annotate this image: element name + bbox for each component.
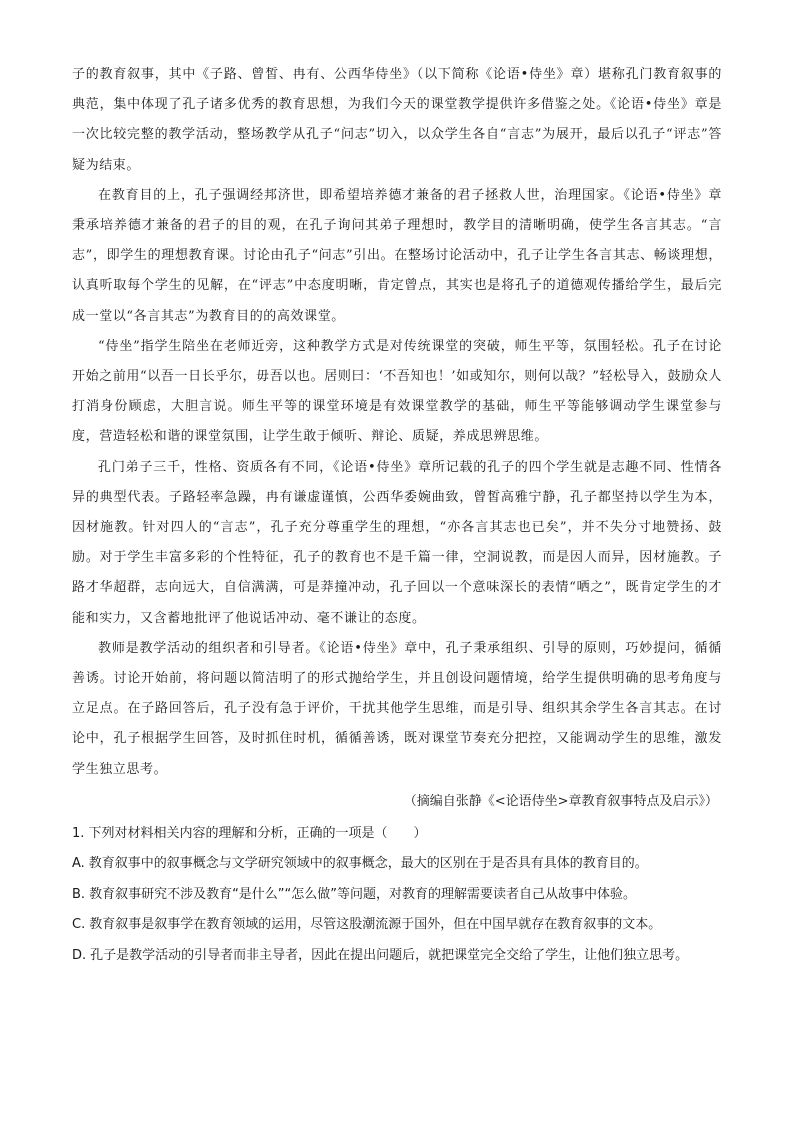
option-a-key: A. (72, 856, 85, 872)
passage-paragraph-5: 教师是教学活动的组织者和引导者。《论语•侍坐》章中，孔子秉承组织、引导的原则，巧妙提问，循循善诱。讨论开始前，将问题以简洁明了的形式抛给学生，并且创设问题情境，给学生提供明确的思考角度与立足点。在子路回答后，孔子没有急于评价，干扰其他学生思维，而是引导、组织其余学生各言其志。在讨论中，孔子根据学生回答，及时抓住时机，循循善诱，既对课堂节奏充分把控，又能调动学生的思维，激发学生独立思考。 (72, 640, 722, 777)
option-d-key: D. (72, 947, 87, 963)
source-citation: （摘编自张静《<论语侍坐>章教育叙事特点及启示》） (403, 793, 718, 809)
question-stem: 1. 下列对材料相关内容的理解和分析，正确的一项是（ ） (72, 825, 427, 841)
passage-paragraph-1: 子的教育叙事，其中《子路、曾皙、冉有、公西华侍坐》（以下简称《论语•侍坐》章）堪称孔门教育叙事的典范，集中体现了孔子诸多优秀的教育思想，为我们今天的课堂教学提供许多借鉴之处。《论语•侍坐》章是一次比较完整的教学活动，整场教学从孔子“问志”切入，以众学生各自“言志”为展开，最后以孔子“评志”答疑为结束。 (72, 67, 722, 173)
option-a[interactable] (72, 849, 722, 879)
option-b[interactable] (72, 880, 722, 910)
reading-passage (72, 60, 722, 785)
option-c-text: 教育叙事是叙事学在教育领域的运用，尽管这股潮流源于国外，但在中国早就存在教育叙事的文本。 (89, 917, 662, 933)
passage-paragraph-4: 孔门弟子三千，性格、资质各有不同，《论语•侍坐》章所记载的孔子的四个学生就是志趣不同、性情各异的典型代表。子路轻率急躁，冉有谦虚谨慎，公西华委婉曲致，曾皙高雅宁静，孔子都坚持以学生为本，因材施教。针对四人的“言志”，孔子充分尊重学生的理想，“亦各言其志也已矣”，并不失分寸地赞扬、鼓励。对于学生丰富多彩的个性特征，孔子的教育也不是千篇一律，空洞说教，而是因人而异，因材施教。子路才华超群，志向远大，自信满满，可是莽撞冲动，孔子回以一个意味深长的表情“哂之”，既肯定学生的才能和实力，又含蓄地批评了他说话冲动、毫不谦让的态度。 (72, 459, 722, 626)
option-d[interactable] (72, 941, 722, 971)
option-a-text: 教育叙事中的叙事概念与文学研究领域中的叙事概念，最大的区别在于是否具有具体的教育目的。 (88, 856, 648, 872)
passage-paragraph-3: “侍坐”指学生陪坐在老师近旁，这种教学方式是对传统课堂的突破，师生平等，氛围轻松。孔子在讨论开始之前用“以吾一日长乎尔，毋吾以也。居则曰：‘不吾知也！’如或知尔，则何以哉？”轻松导入，鼓励众人打消身份顾虑，大胆言说。师生平等的课堂环境是有效课堂教学的基础，师生平等能够调动学生课堂参与度，营造轻松和谐的课堂氛围，让学生敢于倾听、辩论、质疑，养成思辨思维。 (72, 338, 722, 445)
option-d-text: 孔子是教学活动的引导者而非主导者，因此在提出问题后，就把课堂完全交给了学生，让他们独立思考。 (90, 947, 689, 963)
option-c-key: C. (72, 917, 86, 933)
option-b-text: 教育叙事研究不涉及教育“是什么”“怎么做”等问题，对教育的理解需要读者自己从故事中体验。 (89, 886, 637, 902)
option-b-key: B. (72, 886, 86, 902)
question-1 (72, 819, 722, 971)
passage-paragraph-2: 在教育目的上，孔子强调经邦济世，即希望培养德才兼备的君子拯救人世，治理国家。《论语•侍坐》章秉承培养德才兼备的君子的目的观，在孔子询问其弟子理想时，教学目的清晰明确，使学生各言其志。“言志”，即学生的理想教育课。讨论由孔子“问志”引出。在整场讨论活动中，孔子让学生各言其志、畅谈理想，认真听取每个学生的见解，在“评志”中态度明晰，肯定曾点，其实也是将孔子的道德观传播给学生，最后完成一堂以“各言其志”为教育目的的高效课堂。 (72, 187, 722, 324)
option-c[interactable] (72, 910, 722, 940)
